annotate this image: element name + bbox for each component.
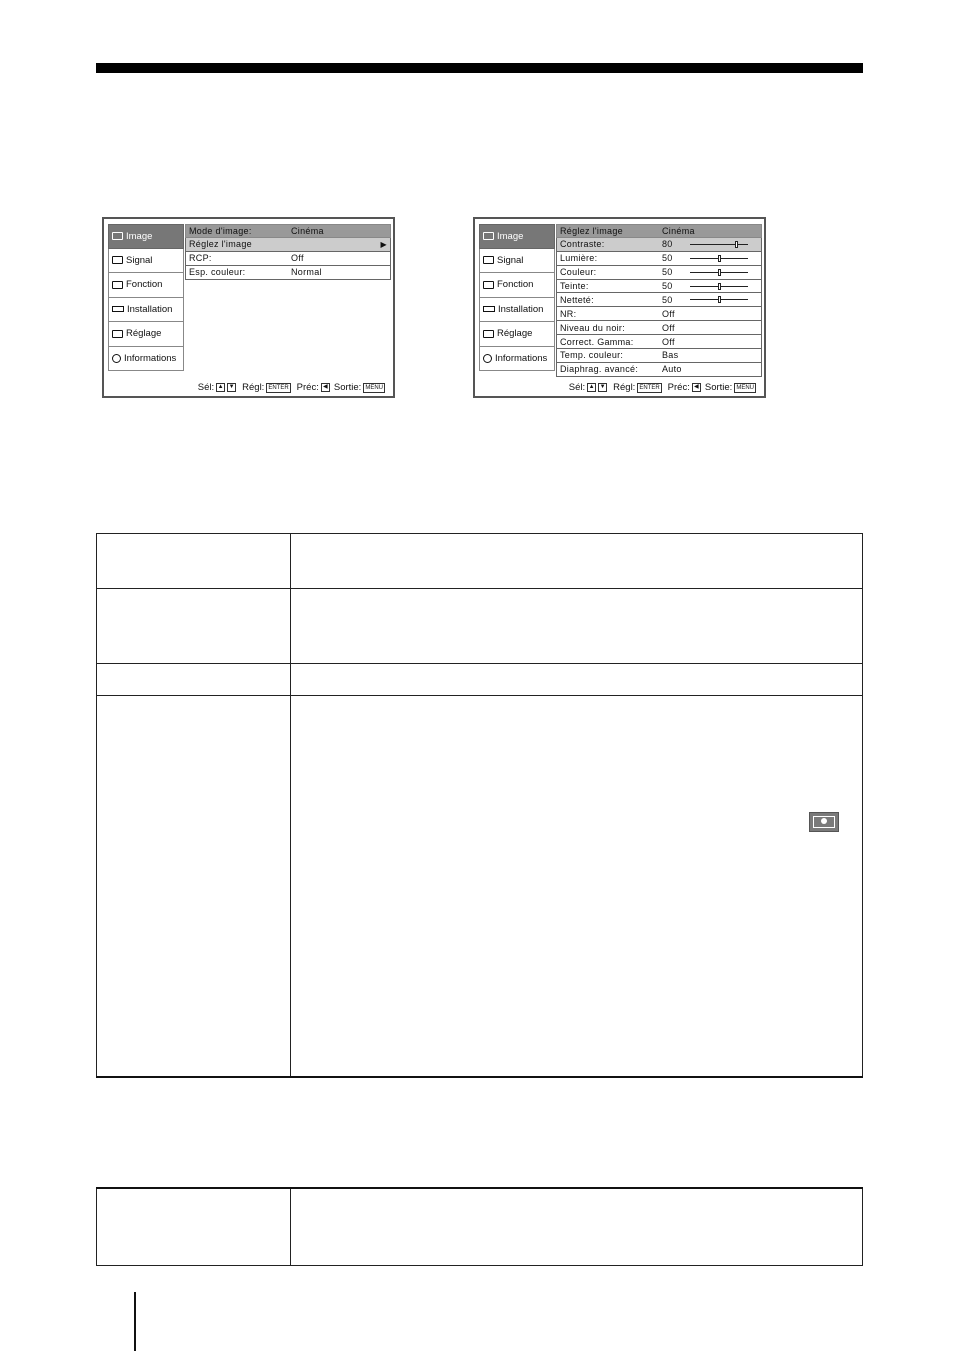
- footer-prec-label: Préc:: [296, 382, 319, 393]
- menu-item-value: Cinéma: [291, 225, 324, 236]
- signal-icon: [112, 256, 123, 264]
- sidebar-item-5[interactable]: [479, 347, 555, 372]
- menu-item-value: Cinéma: [662, 225, 695, 236]
- menu-item-value: Off: [662, 322, 675, 333]
- function-icon: [112, 281, 123, 289]
- value-slider[interactable]: [690, 299, 748, 300]
- menu-item-row[interactable]: [185, 252, 391, 266]
- table-row: [97, 696, 863, 1078]
- osd-settings-list: [556, 224, 762, 377]
- footer-sortie-label: Sortie:: [333, 382, 362, 393]
- sidebar-item-0[interactable]: [479, 224, 555, 249]
- sidebar-item-label: Installation: [127, 303, 173, 315]
- menu-item-row[interactable]: [556, 335, 762, 349]
- menu-item-value: Auto: [662, 364, 682, 375]
- sidebar-item-label: Fonction: [126, 279, 163, 291]
- value-slider[interactable]: [690, 258, 748, 259]
- image-icon: [483, 232, 494, 240]
- sidebar-item-4[interactable]: [479, 322, 555, 347]
- sidebar-item-label: Installation: [498, 303, 544, 315]
- enter-key-icon: ENTER: [639, 384, 660, 391]
- slider-knob[interactable]: [735, 241, 738, 248]
- information-icon: [112, 354, 121, 363]
- menu-item-row[interactable]: [185, 266, 391, 280]
- sidebar-item-label: Signal: [497, 254, 524, 266]
- osd-sidebar: [108, 224, 184, 371]
- enter-key-icon: ENTER: [268, 384, 289, 391]
- menu-header-row: [185, 224, 391, 238]
- sidebar-item-3[interactable]: [479, 298, 555, 323]
- sidebar-item-2[interactable]: [108, 273, 184, 298]
- menu-item-value: 50: [662, 253, 673, 264]
- osd-footer: [569, 382, 756, 393]
- slider-knob[interactable]: [718, 296, 721, 303]
- installation-icon: [483, 306, 495, 312]
- footer-sortie-label: Sortie:: [704, 382, 733, 393]
- installation-icon: [112, 306, 124, 312]
- menu-item-label: Netteté:: [560, 294, 594, 305]
- osd-settings-list: [185, 224, 391, 280]
- menu-item-value: 80: [662, 239, 673, 250]
- sidebar-item-1[interactable]: [479, 249, 555, 274]
- value-slider[interactable]: [690, 286, 748, 287]
- table-row: [97, 664, 863, 696]
- sidebar-item-2[interactable]: [479, 273, 555, 298]
- menu-item-row[interactable]: [556, 238, 762, 252]
- sidebar-item-label: Image: [497, 230, 524, 242]
- menu-item-value: 50: [662, 281, 673, 291]
- menu-item-value: Bas: [662, 350, 679, 361]
- menu-item-value: Off: [662, 336, 675, 347]
- sidebar-item-label: Fonction: [497, 279, 534, 291]
- picture-menu-icon: [809, 812, 839, 832]
- slider-knob[interactable]: [718, 283, 721, 290]
- slider-knob[interactable]: [718, 255, 721, 262]
- footer-sel-label: Sél:: [197, 382, 215, 393]
- menu-item-row[interactable]: [556, 363, 762, 377]
- settings-table-2: [96, 1187, 863, 1266]
- menu-key-icon: MENU: [365, 384, 383, 391]
- up-arrow-icon: ▲: [217, 384, 224, 390]
- menu-item-label: Niveau du noir:: [560, 322, 626, 333]
- sidebar-item-label: Informations: [495, 352, 548, 364]
- menu-item-label: Temp. couleur:: [560, 350, 624, 361]
- menu-item-label: Mode d'image:: [189, 225, 252, 236]
- down-arrow-icon: ▼: [599, 384, 606, 390]
- menu-item-label: Correct. Gamma:: [560, 336, 634, 347]
- table-row: [97, 589, 863, 664]
- menu-item-label: Couleur:: [560, 267, 597, 278]
- sidebar-item-1[interactable]: [108, 249, 184, 274]
- sidebar-item-label: Informations: [124, 352, 177, 364]
- sidebar-item-label: Signal: [126, 254, 153, 266]
- footer-sel-label: Sél:: [568, 382, 586, 393]
- table-row: [97, 1188, 863, 1266]
- signal-icon: [483, 256, 494, 264]
- sidebar-item-5[interactable]: [108, 347, 184, 372]
- setup-icon: [483, 330, 494, 338]
- menu-item-label: Réglez l'image: [560, 225, 623, 236]
- menu-item-label: Réglez l'image: [189, 239, 252, 250]
- menu-item-value: Normal: [291, 267, 322, 278]
- top-rule: [96, 63, 863, 73]
- menu-item-row[interactable]: [556, 252, 762, 266]
- osd-menu-right: [473, 217, 766, 398]
- menu-key-icon: MENU: [736, 384, 754, 391]
- menu-item-value: Off: [291, 253, 304, 264]
- sidebar-item-3[interactable]: [108, 298, 184, 323]
- left-arrow-icon: ◀: [692, 383, 701, 392]
- menu-item-row[interactable]: [185, 238, 391, 252]
- left-arrow-icon: ◀: [321, 383, 330, 392]
- menu-item-label: RCP:: [189, 253, 212, 264]
- function-icon: [483, 281, 494, 289]
- menu-item-value: Off: [662, 308, 675, 319]
- sidebar-item-label: Réglage: [126, 328, 162, 340]
- menu-item-row[interactable]: [556, 307, 762, 321]
- sidebar-item-label: Image: [126, 230, 153, 242]
- menu-header-row: [556, 224, 762, 238]
- sidebar-item-0[interactable]: [108, 224, 184, 249]
- table-row: [97, 534, 863, 589]
- setup-icon: [112, 330, 123, 338]
- footer-regl-label: Régl:: [242, 382, 265, 393]
- value-slider[interactable]: [690, 272, 748, 273]
- osd-sidebar: [479, 224, 555, 371]
- sidebar-item-label: Réglage: [497, 328, 533, 340]
- image-icon: [112, 232, 123, 240]
- osd-footer: [198, 382, 385, 393]
- menu-item-row[interactable]: [556, 266, 762, 280]
- sidebar-item-4[interactable]: [108, 322, 184, 347]
- osd-menu-left: [102, 217, 395, 398]
- menu-item-label: Contraste:: [560, 239, 605, 250]
- menu-item-label: NR:: [560, 308, 577, 319]
- menu-item-label: Lumière:: [560, 253, 598, 264]
- menu-item-value: 50: [662, 267, 673, 278]
- menu-item-value: 50: [662, 294, 673, 305]
- menu-item-label: Teinte:: [560, 281, 589, 291]
- settings-table: [96, 533, 863, 1078]
- page-margin-rule: [134, 1292, 136, 1351]
- slider-knob[interactable]: [718, 269, 721, 276]
- up-arrow-icon: ▲: [588, 384, 595, 390]
- footer-prec-label: Préc:: [667, 382, 690, 393]
- menu-item-label: Esp. couleur:: [189, 267, 246, 278]
- down-arrow-icon: ▼: [228, 384, 235, 390]
- value-slider[interactable]: [690, 244, 748, 245]
- footer-regl-label: Régl:: [613, 382, 636, 393]
- menu-item-row[interactable]: [556, 280, 762, 294]
- information-icon: [483, 354, 492, 363]
- menu-item-row[interactable]: [556, 293, 762, 307]
- submenu-arrow-icon: ▶: [380, 239, 387, 249]
- menu-item-row[interactable]: [556, 321, 762, 335]
- menu-item-label: Diaphrag. avancé:: [560, 364, 639, 375]
- menu-item-row[interactable]: [556, 349, 762, 363]
